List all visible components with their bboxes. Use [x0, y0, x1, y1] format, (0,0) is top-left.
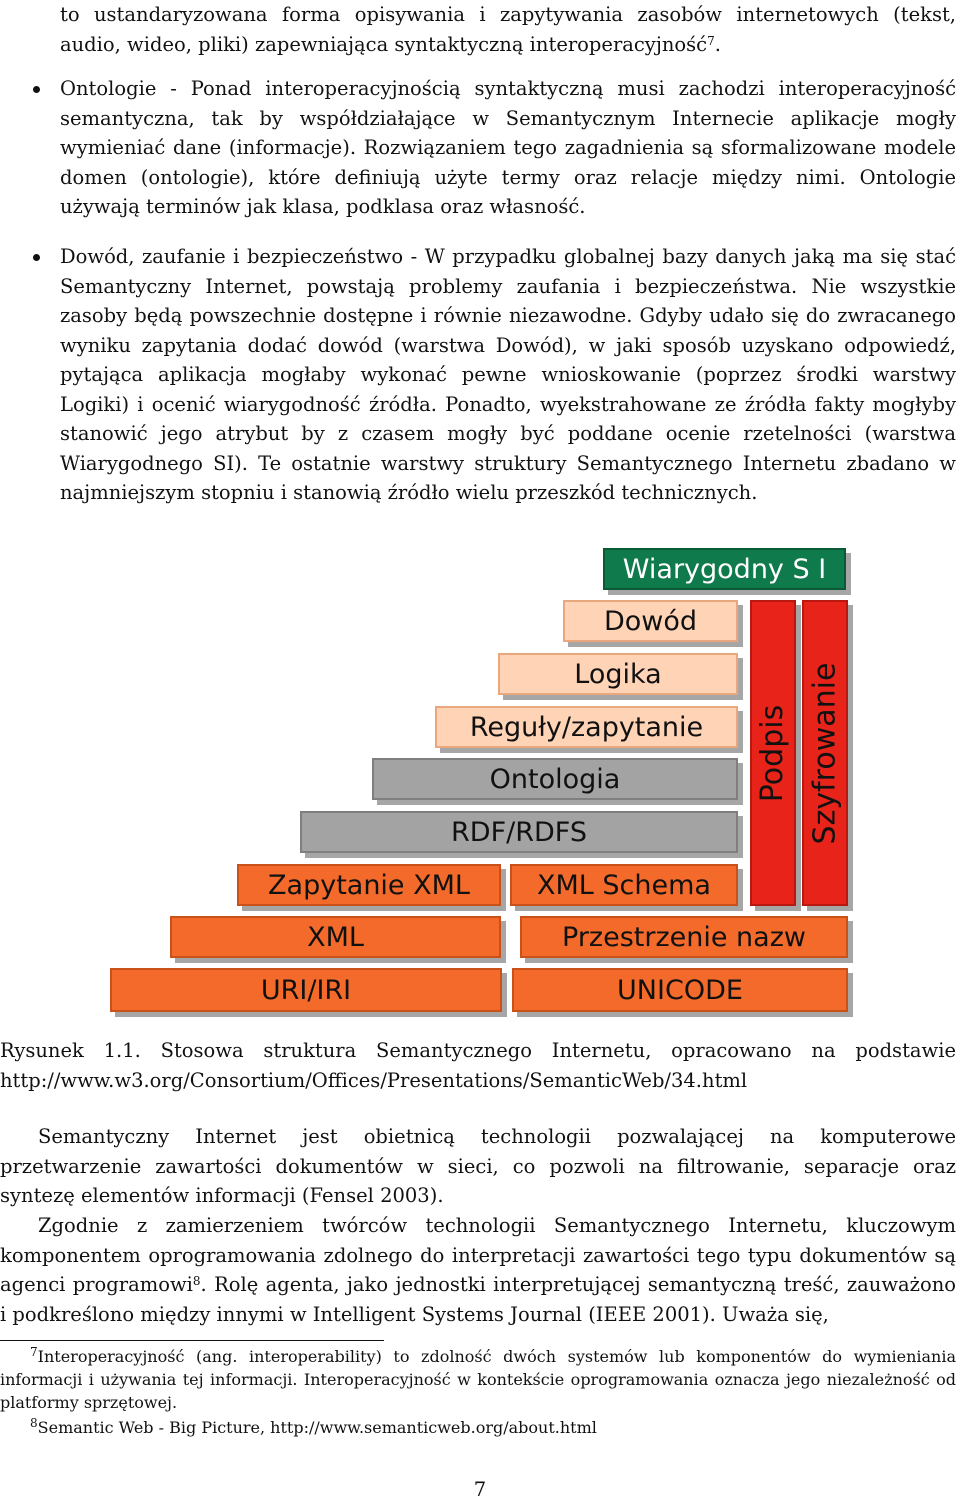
layer-proof: Dowód — [563, 600, 738, 642]
footnote-7: $^7$Interoperacyjność (ang. interoperability) to zdolność dwóch systemów lub komponentów do wymieniania informacji i używania tej informacji. Interoperacyjność w kontekście oprogramowania oznacza jego niezależność od platformy sprzętowej. — [0, 1345, 956, 1412]
layer-signature: Podpis — [750, 600, 796, 906]
layer-logic: Logika — [498, 653, 738, 695]
layer-namespaces: Przestrzenie nazw — [520, 916, 848, 958]
layer-rules-query: Reguły/zapytanie — [435, 706, 738, 748]
layer-xml-query: Zapytanie XML — [237, 864, 501, 906]
footnote-ref-7[interactable]: 7 — [707, 33, 715, 48]
layer-unicode: UNICODE — [512, 968, 848, 1012]
layer-xml: XML — [170, 916, 501, 958]
layer-trust: Wiarygodny S I — [603, 548, 846, 590]
body-paragraph-1: Semantyczny Internet jest obietnicą technologii pozwalającej na komputerowe przetwarzenie zawartości dokumentów w sieci, co pozwoli na filtrowanie, separacje oraz syntezę elementów informacji (Fensel 2003). — [0, 1125, 956, 1207]
layer-uri-iri: URI/IRI — [110, 968, 502, 1012]
layer-ontology: Ontologia — [372, 758, 738, 800]
paragraph-continuation: to ustandaryzowana forma opisywania i zapytywania zasobów internetowych (tekst, audio, wideo, pliki) zapewniająca syntaktyczną interoperacyjność$^7$. — [60, 3, 956, 56]
bullet-ontologie: Ontologie - Ponad interoperacyjnością syntaktyczną musi zachodzi interoperacyjność semantyczna, tak by współdziałające w Semantycznym Internecie aplikacje mogły wymieniać dane (informacje). Rozwiązaniem tego zagadnienia są sformalizowane modele domen (ontologie), które definiują użyte termy oraz relacje między nimi. Ontologie używają terminów jak klasa, podklasa oraz własność. — [60, 77, 956, 218]
page-number: 7 — [473, 1478, 487, 1501]
footnote-divider — [0, 1340, 384, 1341]
semantic-web-stack-diagram — [0, 540, 960, 1030]
bullet-icon — [33, 254, 40, 261]
layer-xml-schema: XML Schema — [510, 864, 738, 906]
footnote-ref-8[interactable]: 8 — [192, 1274, 201, 1288]
layer-encryption: Szyfrowanie — [802, 600, 848, 906]
footnote-8: $^8$Semantic Web - Big Picture, http://www.semanticweb.org/about.html — [30, 1416, 597, 1437]
figure-caption: Rysunek 1.1. Stosowa struktura Semantycznego Internetu, opracowano na podstawie http://www.w3.org/Consortium/Offices/Presentations/SemanticWeb/34.html — [0, 1039, 956, 1092]
bullet-icon — [33, 86, 40, 93]
layer-rdf-rdfs: RDF/RDFS — [300, 811, 738, 853]
body-paragraph-2: Zgodnie z zamierzeniem twórców technologii Semantycznego Internetu, kluczowym komponentem oprogramowania zdolnego do interpretacji zawartości tego typu dokumentów są agenci programowi$^8$. Rolę agenta, jako jednostki interpretującej semantyczną treść, zauważono i podkreślono między innymi w Intelligent Systems Journal (IEEE 2001). Uważa się, — [0, 1214, 956, 1326]
bullet-dowod: Dowód, zaufanie i bezpieczeństwo - W przypadku globalnej bazy danych jaką ma się stać Semantyczny Internet, powstają problemy zaufania i bezpieczeństwa. Nie wszystkie zasoby będą powszechnie dostępne i równie niezawodne. Gdyby udało się do zwracanego wyniku zapytania dodać dowód (warstwa Dowód), w jaki sposób uzyskano odpowiedź, pytająca aplikacja mogłaby wykonać pewne wnioskowanie (poprzez środki warstwy Logiki) i ocenić wiarygodność źródła. Ponadto, wyekstrahowane ze źródła fakty mogłyby stanowić jego atrybut by z czasem mogły być poddane ocenie rzetelności (warstwa Wiarygodnego SI). Te ostatnie warstwy struktury Semantycznego Internetu zbadano w najmniejszym stopniu i stanowią źródło wielu przeszkód technicznych. — [60, 245, 956, 504]
